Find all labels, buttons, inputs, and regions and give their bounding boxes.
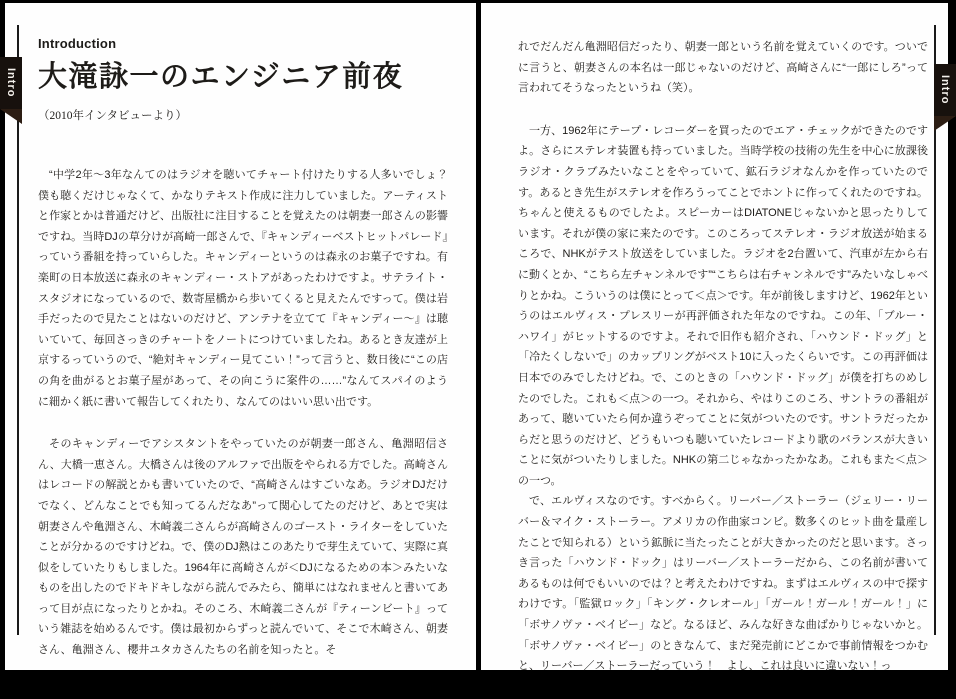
edge-tab-ribbon-fold xyxy=(934,116,956,131)
right-page xyxy=(481,3,948,673)
body-paragraph: “中学2年〜3年なんてのはラジオを聴いてチャート付けたりする人多いでしょ？ 僕も聴くだけじゃなくて、かなりテキスト作成に注力していました。アーティストと作家とかは普通だけど、出版社に注目することを覚えたのは朝妻一郎さんの影響ですね。当時DJの草分けが高崎一郎さんで、『キャンディーベストヒットパレード』っていう番組を持っていらした。キャンディーというのは森永のお菓子ですね。有楽町の日本放送に森永のキャンディー・ストアがあったわけですよ。サテライト・スタジオになっているので、数寄屋橋から歩いてくると見えたんですって。僕は岩手だったので見たことはないのだけど、アンテナを立てて『キャンディー〜』は聴いていて、毎回さっきのチャートをノートにつけていましたね。あるとき友達が上京するっていうので、“絶対キャンディー見てこい！”って言うと、数日後に“この店の角を曲がるとお菓子屋があって、その向こうに案件の……”なんてスパイのように細かく紙に書いて報告してくれたり、なんてのはいい思い出です。 xyxy=(38,169,459,408)
left-page-body xyxy=(38,165,459,683)
edge-tab-ribbon-fold xyxy=(0,109,22,124)
body-paragraph: で、エルヴィスなのです。すべからく。リーバー／ストーラー（ジェリー・リーバー＆マイク・ストーラー。アメリカの作曲家コンビ。数多くのヒット曲を量産したことで知られる）という鉱脈に当たったことが大きかったのだと思います。さっき言った「ハウンド・ドック」はリーバー／ストーラーだから、この名前が書いてあるものは何でもいいのでは？と考えたわけですね。まずはエルヴィスの中で探すわけです。「監獄ロック」「キング・クレオール」「ガール！ガール！ガール！」に「ボサノヴァ・ベイビー」など。なるほど、みんな好きな曲ばかりじゃないかと。「ボサノヴァ・ベイビー」のときなんて、まだ発売前にどこかで事前情報をつかむと、リーバー／ストーラーだっていう！ よし、これは良いに違いない！っ xyxy=(518,495,928,673)
right-page-body xyxy=(518,37,928,699)
edge-tab-intro-left xyxy=(0,57,22,124)
left-page-header xyxy=(38,36,448,123)
page-subtitle: （2010年インタビューより） xyxy=(38,110,188,122)
edge-tab-label: Intro xyxy=(934,64,956,116)
left-page xyxy=(5,3,476,670)
body-paragraph: そのキャンディーでアシスタントをやっていたのが朝妻一郎さん、亀淵昭信さん、大橋一恵さん。大橋さんは後のアルファで出版をやられる方でした。高崎さんはレコードの解説とかも書いていたので、“高崎さんはすごいなあ。ラジオDJだけでなく、どんなことでも知ってるんだなあ”って関心してたのだけど、あとで実は朝妻さんや亀淵さん、木崎義二さんらが高崎さんのゴースト・ライターをしていたことが分かるのですけどね。で、僕のDJ熱はこのあたりで芽生えていて、実際に真似をしていたりもしました。1964年に高崎さんが＜DJになるための本＞みたいなものを出したのでドキドキしながら読んでみたら、簡単にはなれませんと書いてあって目が点になったりとかね。そのころ、木崎義二さんが『ティーンビート』っていう雑誌を始めるんです。僕は最初からずっと読んでいて、そこで木崎さん、朝妻さん、亀淵さん、櫻井ユタカさんたちの名前を知ったと。そ xyxy=(38,438,448,657)
edge-tab-intro-right xyxy=(934,64,956,131)
page-title: 大滝詠一のエンジニア前夜 xyxy=(38,61,404,93)
body-paragraph: れでだんだん亀淵昭信だったり、朝妻一郎という名前を覚えていくのです。ついでに言うと、朝妻さんの本名は一郎じゃないのだけど、高崎さんに“一郎にしろ”って言われてそうなったというね（笑）。 xyxy=(518,41,928,95)
body-paragraph: 一方、1962年にテープ・レコーダーを買ったのでエア・チェックができたのですよ。さらにステレオ装置も持っていました。当時学校の技術の先生を中心に放課後ラジオ・クラブみたいなことをやっていて、鉱石ラジオなんかを作っていたのです。あるとき先生がステレオを作ろうってことでホントに作ってくれたのですね。ちゃんと使えるものでしたよ。スピーカーはDIATONEじゃないかと思ったりしています。それが僕の家に来たのです。このころってステレオ・ラジオ放送が始まるころで、NHKがテスト放送をしていました。ラジオを2台置いて、汽車が左から右に動くとか、“こちら左チャンネルです”“こちらは右チャンネルです”みたいなしゃべりとかね。こういうのは僕にとって＜点＞です。年が前後しますけど、1962年というのはエルヴィス・プレスリーが再評価された年なのですね。この年、「ブルー・ハワイ」がヒットするのですよ。それで旧作も紹介され、「ハウンド・ドッグ」と「冷たくしないで」のカップリングがベスト10に入ったくらいです。この再評価は日本でのみでしたけどね。で、このときの「ハウンド・ドッグ」が僕を打ちのめしたのでした。これも＜点＞の一つ。それから、やはりこのころ、サントラの番組があって、聴いていたら何か違うぞってことに気がついたのです。サントラだったからだと思うのだけど、どうもいつも聴いていたレコードより歌のバランスが大きいことに気がついたりしました。NHKの第二じゃなかったかなあ。これもまた＜点＞の一つ。 xyxy=(518,124,928,487)
section-label: Introduction xyxy=(38,36,117,51)
edge-tab-label: Intro xyxy=(0,57,22,109)
